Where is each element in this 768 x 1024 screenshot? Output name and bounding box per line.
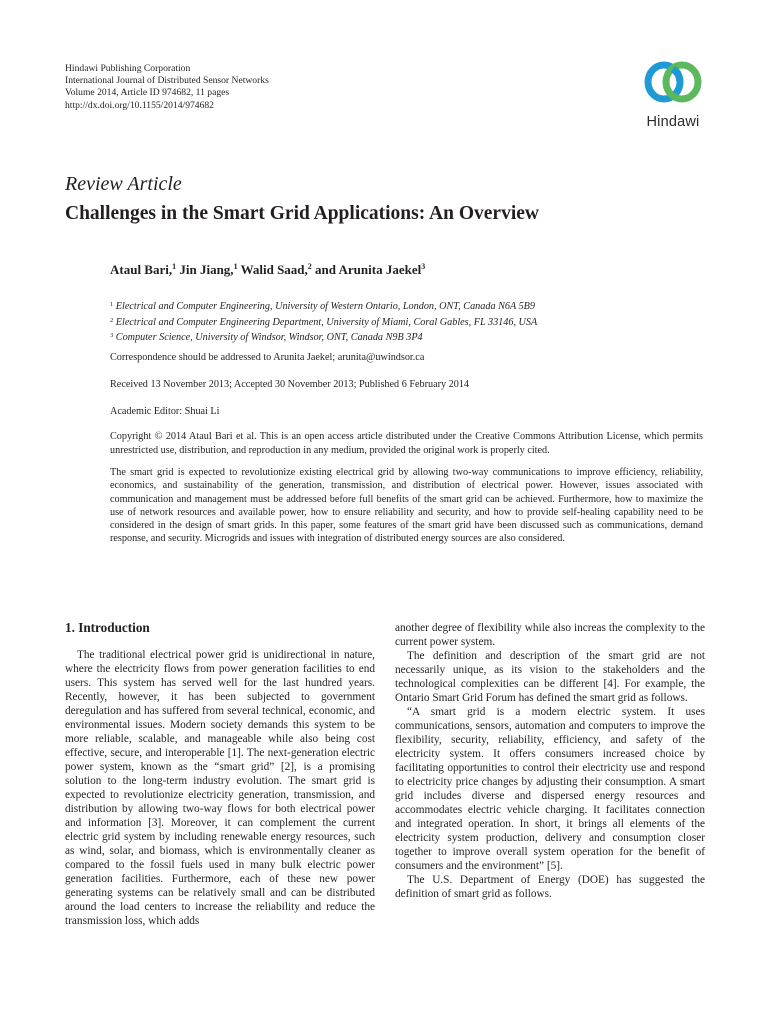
- logo-text: Hindawi: [646, 114, 700, 130]
- hindawi-logo-icon: [642, 56, 704, 110]
- quotation: “A smart grid is a modern electric system. It uses communications, sensors, automation and computers to improve the flexibility, security, reliability, efficiency, and safety of the electricity system. It offers consumers increased choice by facilitating opportunities to control their electricity use and respond to electricity price changes by adjusting their consumption. A smart grid includes diverse and dispersed energy resources and accommodates electric vehicle charging. It facilitates connection and integrated operation. In short, it brings all elements of the electricity system production, delivery and consumption closer together to improve overall system operation for the benefit of consumers and the environment” [5].: [395, 706, 705, 872]
- author-sup: 1: [233, 262, 238, 271]
- affiliation-item: $^2$ Electrical and Computer Engineering Department, University of Miami, Coral Gables, FL 33146, USA: [110, 316, 538, 328]
- body-column-right: [395, 621, 705, 901]
- body-paragraph: The traditional electrical power grid is unidirectional in nature, where the electricity flows from power generation facilities to end users. This system has served well for the last hundred years. Recently, however, it has been subjected to government deregulation and has suffered from several technical, economic, and environmental issues. Modern society demands this system to be more reliable, scalable, and manageable while also being cost effective, secure, and interoperable [1]. The next-generation electric power system, known as the “smart grid” [2], is a promising solution to the long-term industry evolution. The smart grid is expected to revolutionize electricity generation, transmission, and distribution by allowing two-way flows for both electrical power and information [3]. Moreover, it can complement the current electric grid system by including renewable energy resources, such as wind, solar, and biomass, which is environmentally cleaner as compared to the fossil fuels used in many bulk electric power generation facilities. Furthermore, each of these new power generating systems can be relatively small and can be distributed around the load centers to increase the reliability and reduce the transmission loss, which adds: [65, 649, 375, 927]
- author-sup: 1: [172, 262, 177, 271]
- academic-editor: Academic Editor: Shuai Li: [110, 406, 220, 417]
- body-column-left: [65, 620, 375, 928]
- abstract: The smart grid is expected to revolutionize existing electrical grid by allowing two-way communications to improve efficiency, reliability, economics, and sustainability of the generation, transmission, and distribution of electrical power. However, issues associated with communication and management must be addressed before full benefits of the smart grid can be achieved. Furthermore, how to maximize the use of network resources and available power, how to ensure reliability and security, and how to provide self-healing capability need to be considered in the design of smart grids. In this paper, some features of the smart grid have been discussed such as communications, demand response, and security. Microgrids and issues with integration of distributed energy sources are also considered.: [110, 467, 703, 545]
- journal-name: International Journal of Distributed Sensor Networks: [65, 75, 269, 87]
- affiliation-item: $^3$ Computer Science, University of Windsor, Windsor, ONT, Canada N9B 3P4: [110, 332, 423, 343]
- author-name: Jin Jiang,: [179, 262, 234, 277]
- affiliations: [110, 298, 537, 345]
- author-name: and Arunita Jaekel: [315, 262, 422, 277]
- body-paragraph: another degree of flexibility while also increas the complexity to the current power system.: [395, 622, 705, 648]
- author-name: Ataul Bari,: [110, 262, 173, 277]
- author-sup: 3: [421, 262, 426, 271]
- body-paragraph: The U.S. Department of Energy (DOE) has suggested the definition of smart grid as follows.: [395, 874, 705, 900]
- body-paragraph: The definition and description of the smart grid are not necessarily unique, as its vision to the stakeholders and the technological complexities can be different [4]. For example, the Ontario Smart Grid Forum has defined the smart grid as follows.: [395, 650, 705, 704]
- copyright-notice: Copyright © 2014 Ataul Bari et al. This is an open access article distributed under the Creative Commons Attribution License, which permits unrestricted use, distribution, and reproduction in any medium, provided the original work is properly cited.: [110, 431, 703, 456]
- publisher: Hindawi Publishing Corporation: [65, 63, 191, 74]
- volume-info: Volume 2014, Article ID 974682, 11 pages: [65, 87, 230, 99]
- doi-link[interactable]: http://dx.doi.org/10.1155/2014/974682: [65, 99, 214, 111]
- author-name: Walid Saad,: [240, 262, 308, 277]
- author-list: [110, 262, 425, 278]
- affiliation-item: $^1$ Electrical and Computer Engineering, University of Western Ontario, London, ONT, Canada N6A 5B9: [110, 301, 535, 312]
- page-title: Challenges in the Smart Grid Applications: An Overview: [65, 203, 539, 224]
- article-dates: Received 13 November 2013; Accepted 30 November 2013; Published 6 February 2014: [110, 379, 470, 390]
- section-heading: 1. Introduction: [65, 620, 150, 635]
- article-type: Review Article: [65, 173, 182, 195]
- hindawi-logo: [634, 56, 712, 136]
- journal-header: [65, 63, 269, 112]
- author-sup: 2: [307, 262, 312, 271]
- correspondence: Correspondence should be addressed to Arunita Jaekel; arunita@uwindsor.ca: [110, 352, 425, 363]
